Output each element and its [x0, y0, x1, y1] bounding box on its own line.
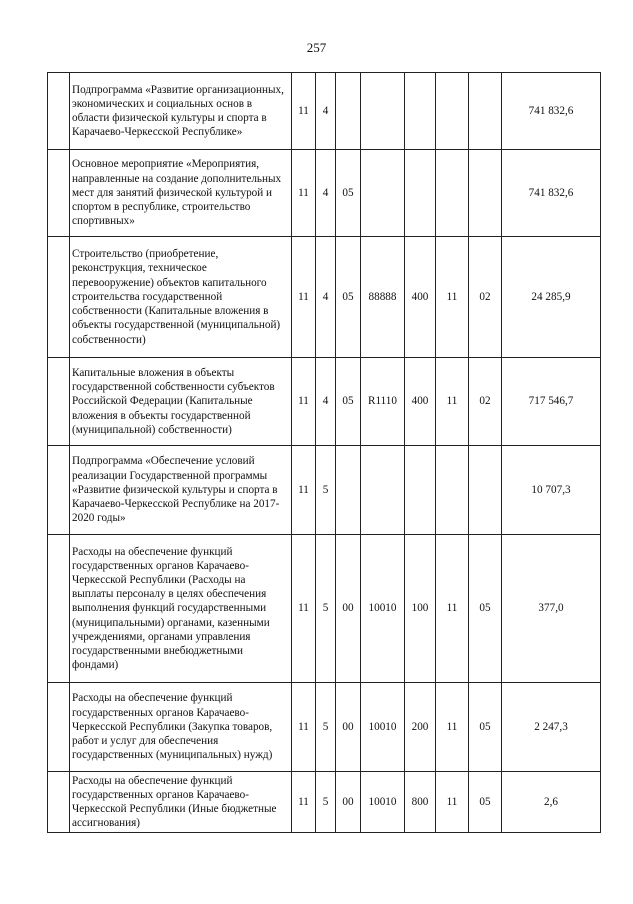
- code-program: 11: [292, 683, 316, 772]
- code-expense-type: [405, 73, 436, 150]
- table-row: [48, 535, 601, 683]
- code-event: 00: [336, 535, 361, 683]
- code-event: 00: [336, 772, 361, 833]
- row-number: [48, 772, 70, 833]
- row-amount: 377,0: [502, 535, 601, 683]
- code-event: [336, 73, 361, 150]
- row-name: Расходы на обеспечение функций государственных органов Карачаево-Черкесской Республики (Расходы на выплаты персоналу в целях обеспечения выполнения функций государственными (муниципальными) органами, казенными учреждениями, органами управления государственными внебюджетными фондами): [70, 535, 292, 683]
- code-subsection: 02: [469, 237, 502, 358]
- code-section: 11: [436, 683, 469, 772]
- code-expense-type: 400: [405, 358, 436, 446]
- code-program: 11: [292, 73, 316, 150]
- code-subprogram: 5: [316, 683, 336, 772]
- code-event: 05: [336, 150, 361, 237]
- code-direction: [361, 73, 405, 150]
- table-row: [48, 73, 601, 150]
- row-name: Капитальные вложения в объекты государственной собственности субъектов Российской Федерации (Капитальные вложения в объекты государственной (муниципальной) собственности): [70, 358, 292, 446]
- code-program: 11: [292, 150, 316, 237]
- code-expense-type: 800: [405, 772, 436, 833]
- code-subprogram: 4: [316, 150, 336, 237]
- code-expense-type: 400: [405, 237, 436, 358]
- row-amount: 741 832,6: [502, 73, 601, 150]
- code-subsection: [469, 150, 502, 237]
- row-amount: 2,6: [502, 772, 601, 833]
- code-expense-type: [405, 446, 436, 535]
- code-subprogram: 5: [316, 772, 336, 833]
- code-section: 11: [436, 772, 469, 833]
- code-event: 00: [336, 683, 361, 772]
- code-direction: 10010: [361, 683, 405, 772]
- code-direction: [361, 446, 405, 535]
- row-name: Расходы на обеспечение функций государственных органов Карачаево-Черкесской Республики (Иные бюджетные ассигнования): [70, 772, 292, 833]
- code-subsection: 05: [469, 535, 502, 683]
- row-number: [48, 535, 70, 683]
- row-amount: 2 247,3: [502, 683, 601, 772]
- code-section: 11: [436, 358, 469, 446]
- code-direction: R1110: [361, 358, 405, 446]
- code-event: 05: [336, 358, 361, 446]
- code-expense-type: 100: [405, 535, 436, 683]
- row-number: [48, 237, 70, 358]
- row-amount: 741 832,6: [502, 150, 601, 237]
- row-name: Расходы на обеспечение функций государственных органов Карачаево-Черкесской Республики (Закупка товаров, работ и услуг для обеспечения государственных (муниципальных) нужд): [70, 683, 292, 772]
- code-section: [436, 150, 469, 237]
- code-expense-type: [405, 150, 436, 237]
- row-number: [48, 683, 70, 772]
- code-subprogram: 4: [316, 358, 336, 446]
- code-direction: 88888: [361, 237, 405, 358]
- table-row: [48, 683, 601, 772]
- code-program: 11: [292, 237, 316, 358]
- table-row: [48, 772, 601, 833]
- code-section: [436, 73, 469, 150]
- code-program: 11: [292, 772, 316, 833]
- code-subsection: 05: [469, 683, 502, 772]
- code-program: 11: [292, 446, 316, 535]
- code-subprogram: 4: [316, 237, 336, 358]
- table-row: [48, 446, 601, 535]
- code-subsection: [469, 73, 502, 150]
- row-amount: 24 285,9: [502, 237, 601, 358]
- row-number: [48, 150, 70, 237]
- code-program: 11: [292, 358, 316, 446]
- code-direction: 10010: [361, 772, 405, 833]
- row-amount: 717 546,7: [502, 358, 601, 446]
- code-section: 11: [436, 237, 469, 358]
- table-row: [48, 358, 601, 446]
- code-subprogram: 5: [316, 446, 336, 535]
- row-amount: 10 707,3: [502, 446, 601, 535]
- code-program: 11: [292, 535, 316, 683]
- row-number: [48, 446, 70, 535]
- code-subprogram: 5: [316, 535, 336, 683]
- code-event: [336, 446, 361, 535]
- budget-table: [47, 72, 601, 833]
- row-number: [48, 358, 70, 446]
- table-row: [48, 150, 601, 237]
- code-section: 11: [436, 535, 469, 683]
- table-row: [48, 237, 601, 358]
- row-number: [48, 73, 70, 150]
- row-name: Строительство (приобретение, реконструкция, техническое перевооружение) объектов капитального строительства государственной собственности (Капитальные вложения в объекты государственной (муниципальной) собственности): [70, 237, 292, 358]
- row-name: Основное мероприятие «Мероприятия, направленные на создание дополнительных мест для занятий физической культурой и спортом в республике, строительство спортивных»: [70, 150, 292, 237]
- code-event: 05: [336, 237, 361, 358]
- row-name: Подпрограмма «Развитие организационных, экономических и социальных основ в области физической культуры и спорта в Карачаево-Черкесской Республике»: [70, 73, 292, 150]
- code-direction: [361, 150, 405, 237]
- code-direction: 10010: [361, 535, 405, 683]
- code-expense-type: 200: [405, 683, 436, 772]
- row-name: Подпрограмма «Обеспечение условий реализации Государственной программы «Развитие физической культуры и спорта в Карачаево-Черкесской Республике на 2017-2020 годы»: [70, 446, 292, 535]
- code-subsection: [469, 446, 502, 535]
- page-number: 257: [306, 40, 327, 55]
- code-subsection: 02: [469, 358, 502, 446]
- code-section: [436, 446, 469, 535]
- code-subsection: 05: [469, 772, 502, 833]
- code-subprogram: 4: [316, 73, 336, 150]
